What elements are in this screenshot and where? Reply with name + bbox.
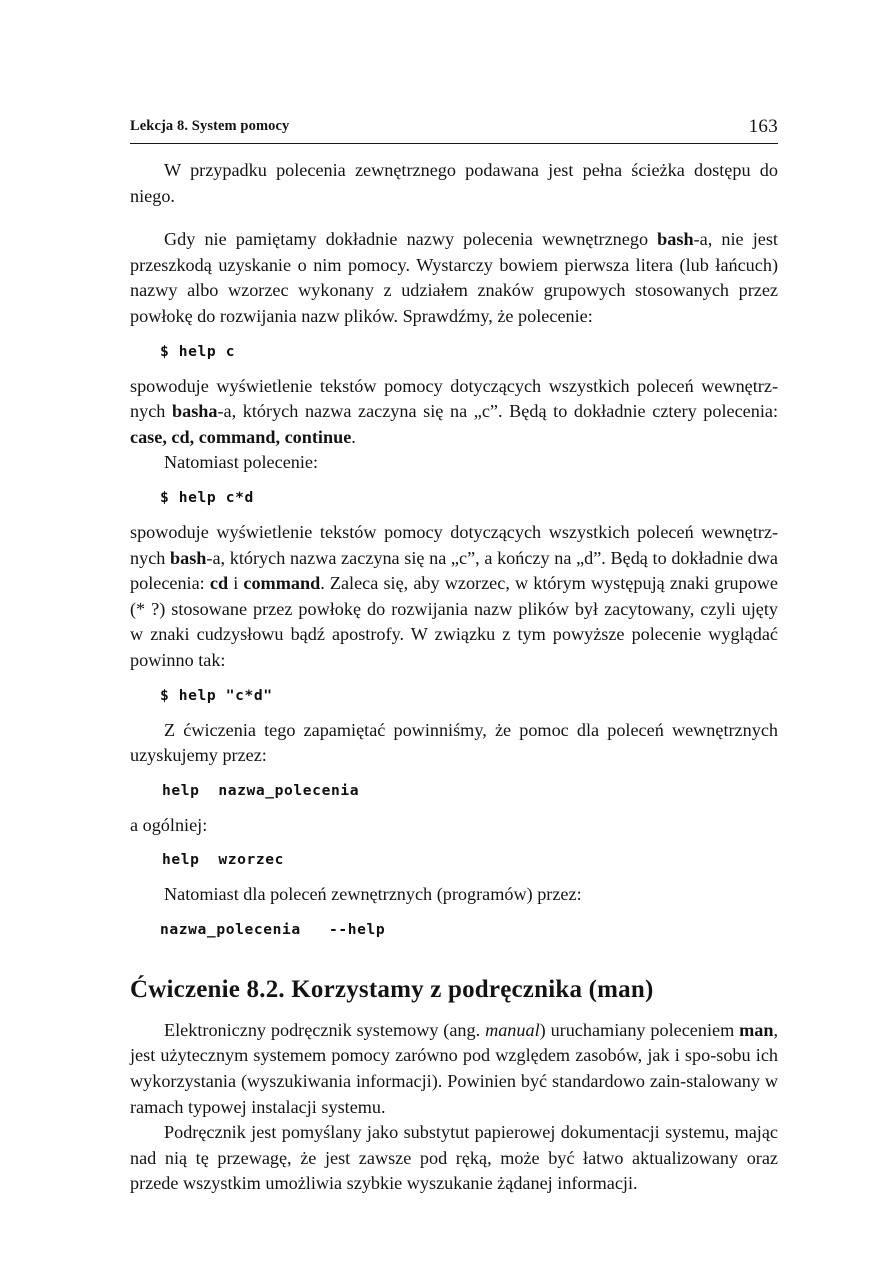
code-line-help-wzorzec: help wzorzec <box>162 851 285 869</box>
running-head <box>130 118 778 144</box>
spacer <box>130 330 778 342</box>
paragraph-8: Natomiast dla poleceń zewnętrznych (programów) przez: <box>164 884 582 905</box>
paragraph-5-part-g: . Zaleca się, aby wzorzec, w którym występują znaki grupowe (* ?) stosowane przez powłokę do rozwijania nazw plików był zacytowany, czyli ujęty w znaki cudzysłowu bądź apostrofy. W związku z tym powyższe polecenie wyglądać powinno tak: <box>130 573 778 670</box>
code-line-nazwa-polecenia-help: nazwa_polecenia --help <box>160 920 386 938</box>
inline-code-command: command <box>243 573 321 594</box>
spacer <box>130 1006 778 1018</box>
spacer <box>130 209 778 227</box>
paragraph-1: W przypadku polecenia zewnętrznego podawana jest pełna ścieżka dostępu do niego. <box>130 160 778 206</box>
paragraph-3-part-a: spowoduje wyświetlenie tekstów pomocy dotyczących wszystkich poleceń wewnętrz-nych <box>130 375 778 422</box>
spacer <box>130 908 778 920</box>
paragraph-5-part-c: -a, których nazwa zaczyna się na „c”, a kończy na „d”. Będą to dokładnie dwa polecenia: <box>130 547 778 594</box>
paragraph-3-part-c: -a, których nazwa zaczyna się na „c”. Będą to dokładnie cztery polecenia: <box>217 401 779 422</box>
paragraph-2 <box>130 227 778 329</box>
page-number: 163 <box>748 116 778 137</box>
spacer <box>130 476 778 488</box>
paragraph-5 <box>130 520 778 674</box>
inline-code-cd: cd <box>209 573 229 594</box>
paragraph-10: Podręcznik jest pomyślany jako substytut papierowej dokumentacji systemu, mając nad nią tę przewagę, że jest zawsze pod ręką, może być łatwo aktualizowany oraz przede wszystkim umożliwia szybkie wyszukanie żądanej informacji. <box>130 1122 778 1194</box>
code-line-help-nazwa-polecenia: help nazwa_polecenia <box>162 781 360 799</box>
paragraph-9-part-a: Elektroniczny podręcznik systemowy (ang. <box>164 1019 486 1040</box>
paragraph-2-part-c: -a, nie jest przeszkodą uzyskanie o nim pomocy. Wystarczy bowiem pierwsza litera (lub łańcuch) nazwy albo wzorzec wykonany z udziałem znaków grupowych stosowanych przez powłokę do rozwijania nazw plików. Sprawdźmy, że polecenie: <box>130 229 778 326</box>
paragraph-9-part-e: , jest użytecznym systemem pomocy zarówno pod względem zasobów, jak i spo-sobu ich wykorzystania (wyszukiwania informacji). Powinien być standardowo zain-stalowany w ramach typowej instalacji systemu. <box>130 1019 779 1117</box>
paragraph-5-part-a: spowoduje wyświetlenie tekstów pomocy dotyczących wszystkich poleceń wewnętrz-nych <box>130 521 778 568</box>
paragraph-9-part-c: ) uruchamiany poleceniem <box>539 1019 740 1040</box>
spacer <box>130 769 778 781</box>
paragraph-7: a ogólniej: <box>130 814 208 835</box>
code-line-help-cstard: $ help c*d <box>160 488 254 506</box>
header-rule <box>130 143 778 144</box>
page-body <box>130 158 778 1197</box>
spacer <box>130 674 778 686</box>
paragraph-4: Natomiast polecenie: <box>164 452 319 473</box>
spacer <box>130 706 778 718</box>
code-line-help-quoted: $ help "c*d" <box>160 686 273 704</box>
inline-command-list: case, cd, command, continue <box>130 426 352 447</box>
code-line-help-c: $ help c <box>160 342 236 360</box>
spacer <box>130 838 778 850</box>
paragraph-9 <box>130 1018 778 1120</box>
inline-code-basha: basha <box>171 401 218 422</box>
section-heading: Ćwiczenie 8.2. Korzystamy z podręcznika (man) <box>130 975 654 1003</box>
paragraph-2-part-a: Gdy nie pamiętamy dokładnie nazwy polecenia wewnętrznego <box>164 229 658 250</box>
running-head-title: Lekcja 8. System pomocy <box>130 118 290 134</box>
spacer <box>130 801 778 813</box>
spacer <box>130 940 778 974</box>
paragraph-6: Z ćwiczenia tego zapamiętać powinniśmy, że pomoc dla poleceń wewnętrznych uzyskujemy przez: <box>130 719 778 766</box>
inline-code-man: man <box>739 1019 774 1040</box>
spacer <box>130 870 778 882</box>
spacer <box>130 508 778 520</box>
foreign-term-manual: manual <box>485 1019 540 1040</box>
paragraph-3 <box>130 374 778 451</box>
inline-code-bash: bash <box>657 229 694 250</box>
inline-code-bash-2: bash <box>170 547 207 568</box>
spacer <box>130 362 778 374</box>
paragraph-3-part-e: . <box>351 426 356 447</box>
paragraph-5-part-e: i <box>228 573 244 594</box>
